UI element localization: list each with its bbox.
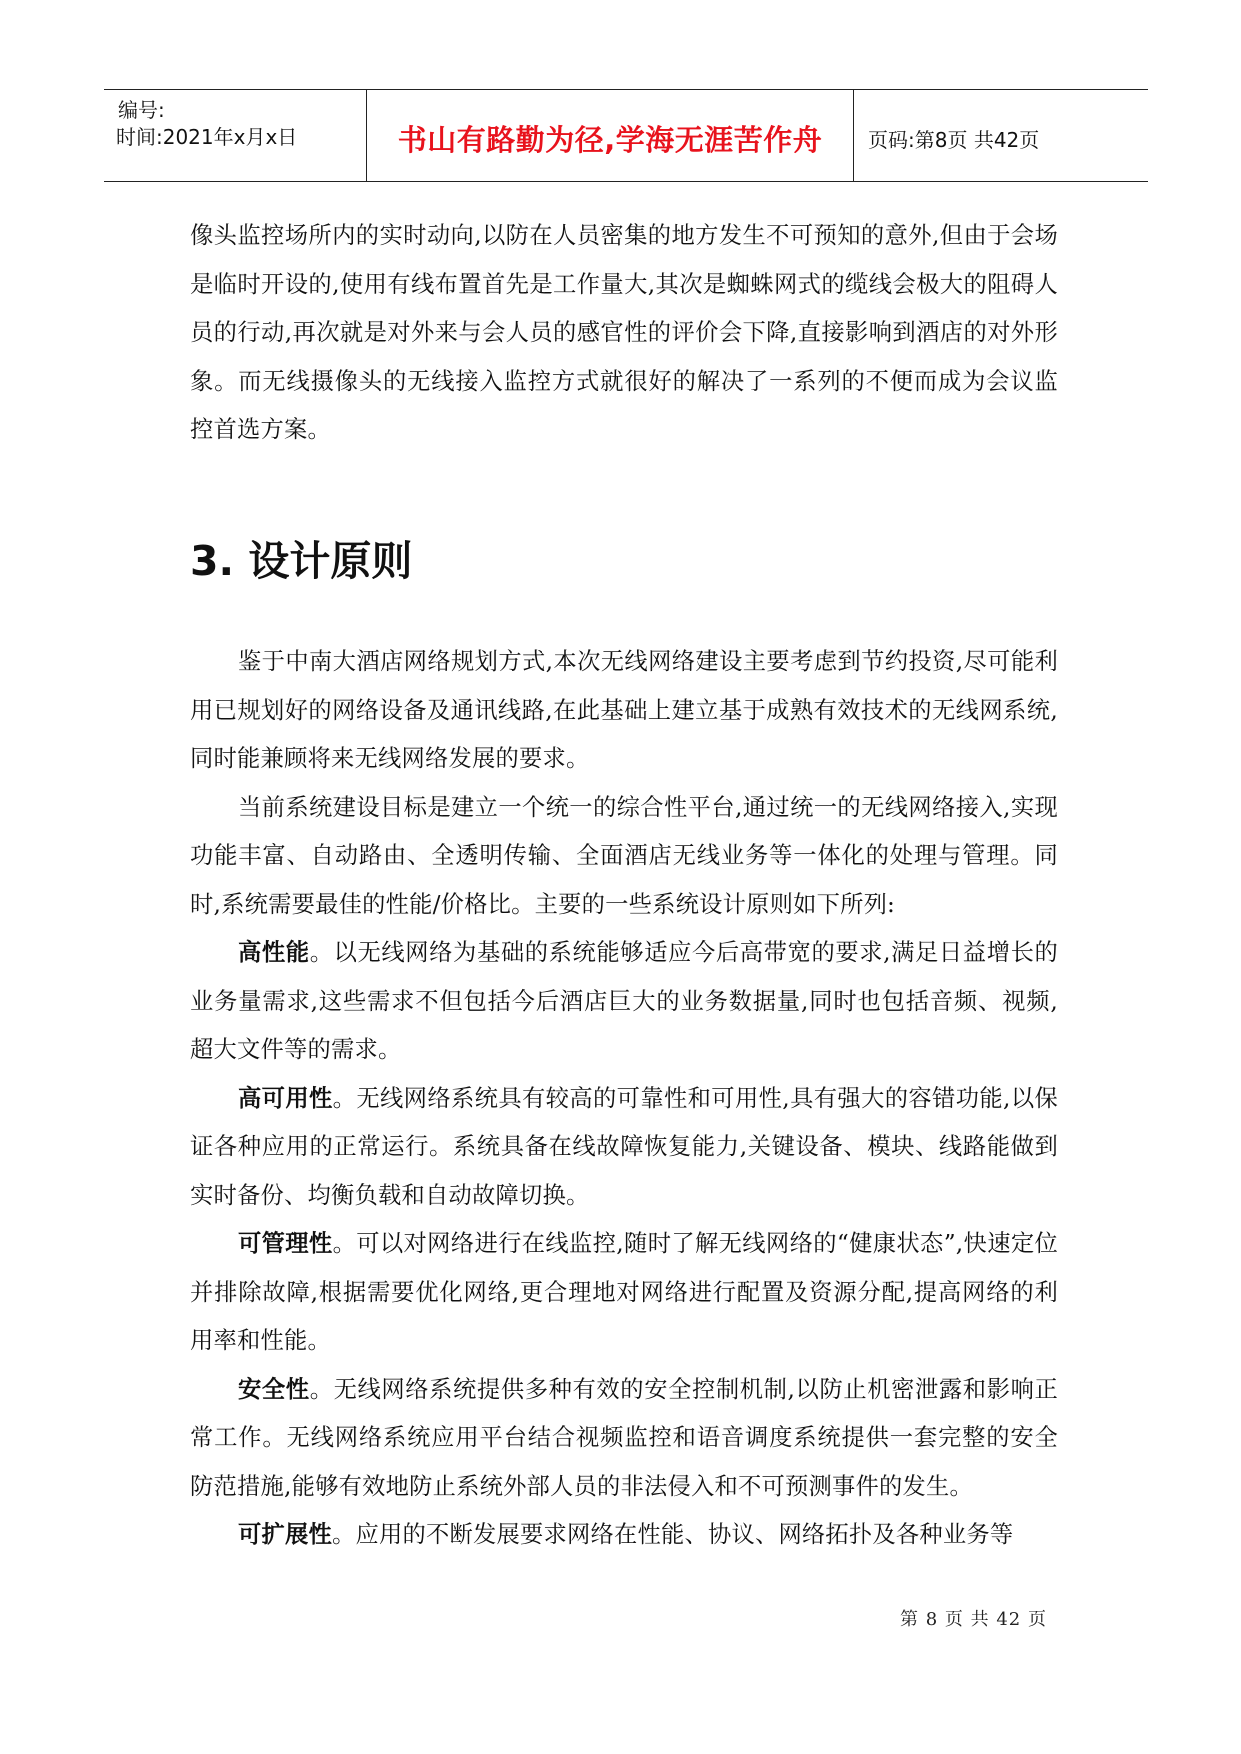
intro-paragraph: 像头监控场所内的实时动向,以防在人员密集的地方发生不可预知的意外,但由于会场是临时开设的,使用有线布置首先是工作量大,其次是蜘蛛网式的缆线会极大的阻碍人员的行动,再次就是对外来与会人员的感官性的评价会下降,直接影响到酒店的对外形象。而无线摄像头的无线接入监控方式就很好的解决了一系列的不便而成为会议监控首选方案。 [190, 222, 1058, 443]
section-heading: 3. 设计原则 [190, 537, 413, 585]
intro-text-block [190, 212, 1058, 455]
principle-text: 。可以对网络进行在线监控,随时了解无线网络的“健康状态”,快速定位并排除故障,根据需要优化网络,更合理地对网络进行配置及资源分配,提高网络的利用率和性能。 [190, 1230, 1058, 1354]
body-paragraph: 鉴于中南大酒店网络规划方式,本次无线网络建设主要考虑到节约投资,尽可能利用已规划好的网络设备及通讯线路,在此基础上建立基于成熟有效技术的无线网系统,同时能兼顾将来无线网络发展的要求。 [190, 648, 1058, 772]
principle-availability [190, 1075, 1058, 1221]
principle-term: 高性能 [238, 939, 310, 966]
body-paragraph: 当前系统建设目标是建立一个统一的综合性平台,通过统一的无线网络接入,实现功能丰富、自动路由、全透明传输、全面酒店无线业务等一体化的处理与管理。同时,系统需要最佳的性能/价格比。主要的一些系统设计原则如下所列: [190, 793, 1058, 918]
document-header [104, 89, 1148, 182]
document-date-label: 时间:2021年x月x日 [116, 125, 298, 149]
principle-term: 高可用性 [238, 1084, 333, 1112]
principle-term: 可扩展性 [238, 1521, 332, 1548]
principle-term: 可管理性 [238, 1230, 333, 1257]
section-body [190, 638, 1058, 1560]
principle-text: 。应用的不断发展要求网络在性能、协议、网络拓扑及各种业务等 [332, 1521, 1014, 1548]
header-motto: 书山有路勤为径,学海无涯苦作舟 [397, 123, 823, 157]
principle-text: 。以无线网络为基础的系统能够适应今后高带宽的要求,满足日益增长的业务量需求,这些需求不但包括今后酒店巨大的业务数据量,同时也包括音频、视频,超大文件等的需求。 [190, 939, 1058, 1063]
principle-performance [190, 929, 1058, 1075]
header-page-cell [854, 90, 1148, 181]
principle-scalability [190, 1511, 1058, 1560]
principle-text: 。无线网络系统具有较高的可靠性和可用性,具有强大的容错功能,以保证各种应用的正常运行。系统具备在线故障恢复能力,关键设备、模块、线路能做到实时备份、均衡负载和自动故障切换。 [190, 1084, 1058, 1209]
header-page-label: 页码:第8页 共42页 [868, 128, 1040, 152]
document-number-label: 编号: [118, 98, 165, 122]
header-info-cell [104, 90, 367, 181]
principle-security [190, 1366, 1058, 1512]
page-footer: 第 8 页 共 42 页 [900, 1609, 1047, 1630]
principle-manageability [190, 1220, 1058, 1366]
principle-term: 安全性 [238, 1375, 310, 1403]
principle-text: 。无线网络系统提供多种有效的安全控制机制,以防止机密泄露和影响正常工作。无线网络系统应用平台结合视频监控和语音调度系统提供一套完整的安全防范措施,能够有效地防止系统外部人员的非法侵入和不可预测事件的发生。 [190, 1375, 1058, 1500]
header-motto-cell [367, 90, 854, 181]
